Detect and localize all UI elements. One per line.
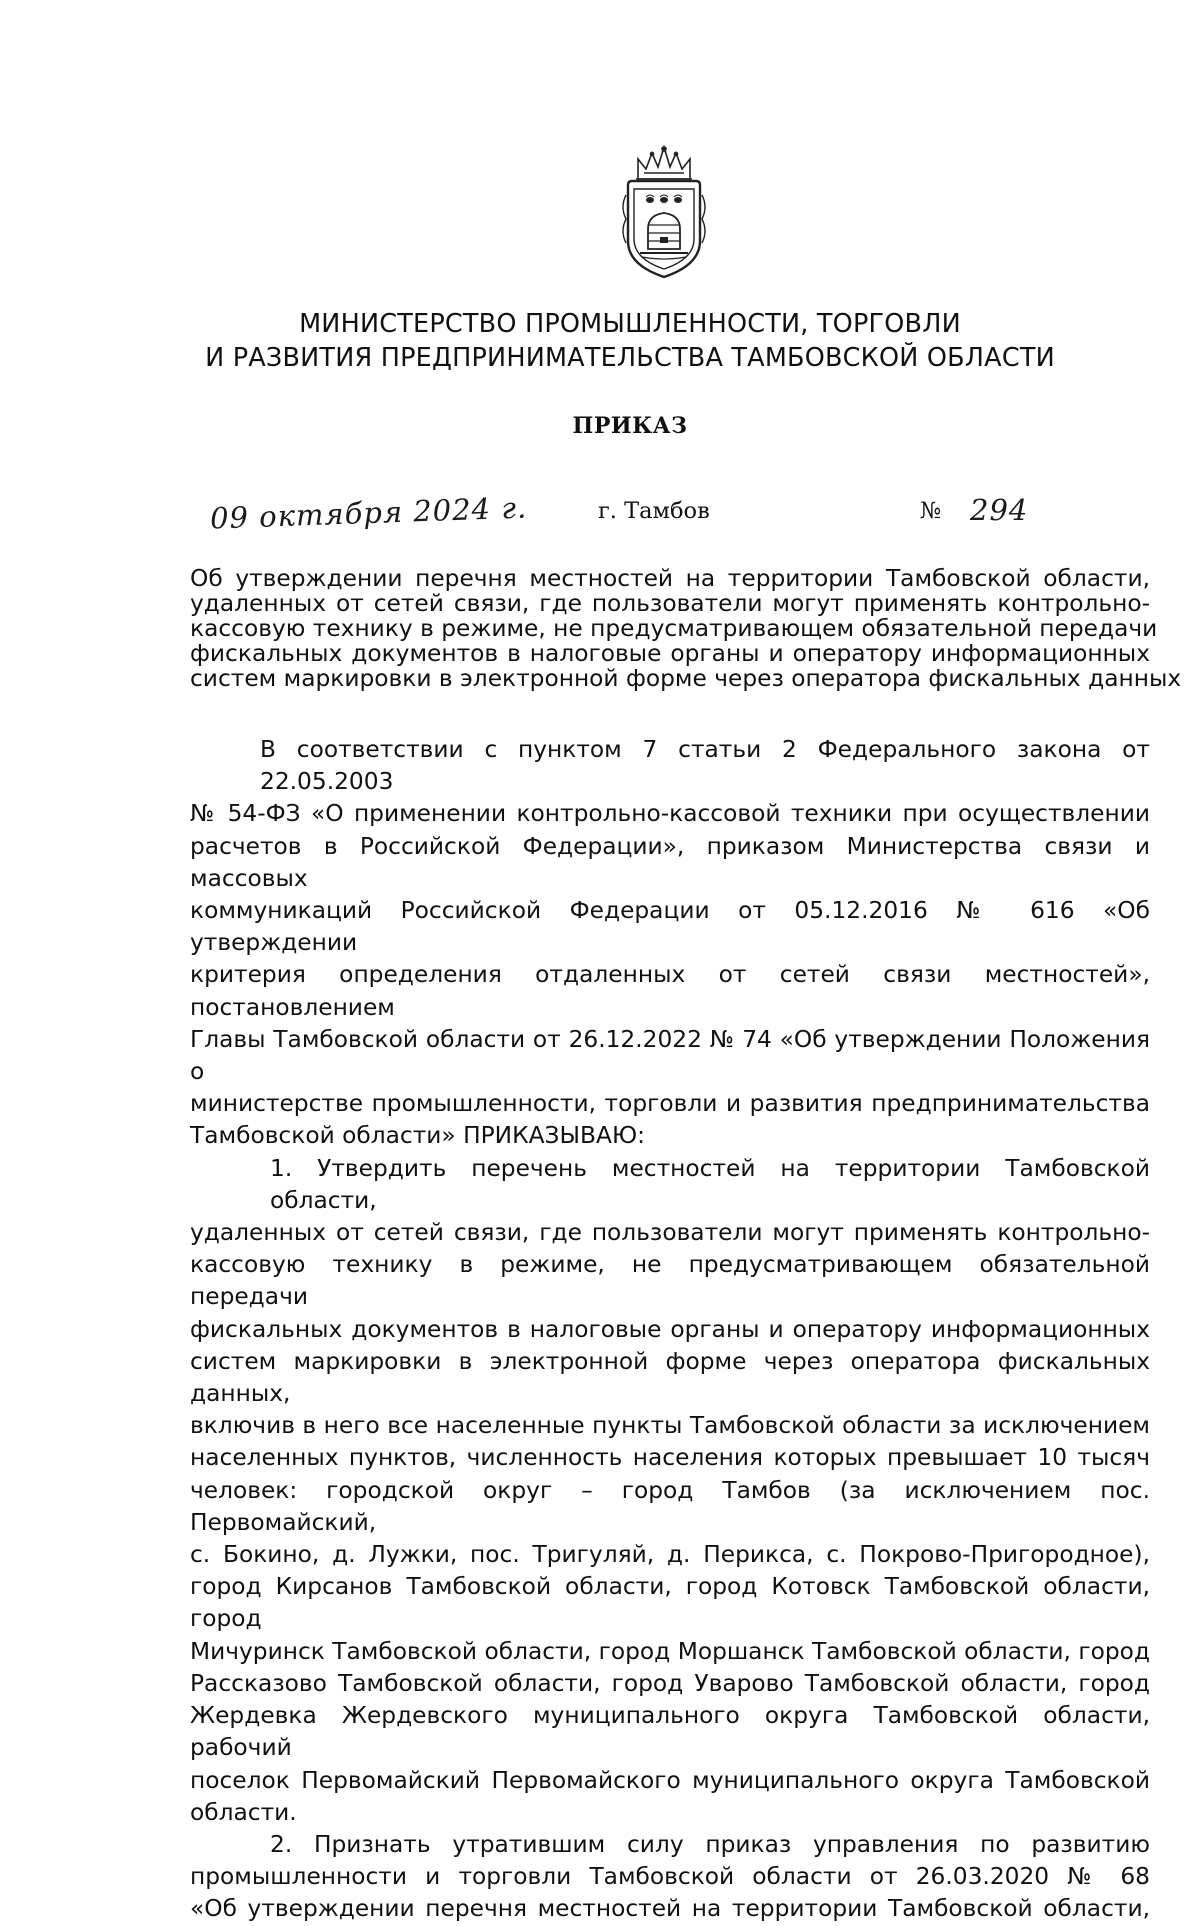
body-line: критерия определения отдаленных от сетей связи местностей», постановлением bbox=[190, 961, 1150, 1021]
handwritten-date: 09 октября 2024 г. bbox=[209, 490, 528, 536]
body-line: город Кирсанов Тамбовской области, город Котовск Тамбовской области, город bbox=[190, 1573, 1150, 1633]
body-line: Рассказово Тамбовской области, город Уварово Тамбовской области, город bbox=[190, 1669, 1150, 1697]
body-line: с. Бокино, д. Лужки, пос. Тригуляй, д. Перикса, с. Покрово-Пригородное), bbox=[190, 1541, 1150, 1569]
handwritten-number: 294 bbox=[970, 493, 1029, 527]
ministry-title-line1: МИНИСТЕРСТВО ПРОМЫШЛЕННОСТИ, ТОРГОВЛИ bbox=[299, 309, 961, 339]
subject-line: кассовую технику в режиме, не предусматривающем обязательной передачи bbox=[190, 615, 1158, 642]
body-line: включив в него все населенные пункты Тамбовской области за исключением bbox=[190, 1412, 1150, 1440]
tambov-coat-of-arms-icon bbox=[618, 145, 710, 281]
body-line: систем маркировки в электронной форме через оператора фискальных данных, bbox=[190, 1347, 1150, 1408]
subject-line: Об утверждении перечня местностей на территории Тамбовской области, bbox=[190, 565, 1150, 592]
order-subject bbox=[190, 565, 1182, 692]
body-line: Главы Тамбовской области от 26.12.2022 № 74 «Об утверждении Положения о bbox=[190, 1025, 1150, 1086]
body-line: «Об утверждении перечня местностей на территории Тамбовской области, bbox=[190, 1895, 1150, 1923]
body-line: № 54-ФЗ «О применении контрольно-кассовой техники при осуществлении bbox=[190, 800, 1150, 828]
subject-line: удаленных от сетей связи, где пользователи могут применять контрольно- bbox=[190, 590, 1150, 617]
body-line: Тамбовской области» ПРИКАЗЫВАЮ: bbox=[190, 1122, 645, 1150]
document-type: ПРИКАЗ bbox=[572, 413, 688, 439]
body-line: населенных пунктов, численность населения которых превышает 10 тысяч bbox=[190, 1444, 1150, 1472]
body-line: удаленных от сетей связи, где пользователи могут применять контрольно- bbox=[190, 1219, 1150, 1247]
body-line: расчетов в Российской Федерации», приказом Министерства связи и массовых bbox=[190, 832, 1150, 892]
subject-line: фискальных документов в налоговые органы и оператору информационных bbox=[190, 640, 1150, 667]
body-line: 1. Утвердить перечень местностей на территории Тамбовской области, bbox=[270, 1154, 1150, 1214]
body-line: области. bbox=[190, 1798, 297, 1826]
subject-line: систем маркировки в электронной форме через оператора фискальных данных bbox=[190, 665, 1182, 692]
body-line: коммуникаций Российской Федерации от 05.12.2016 № 616 «Об утверждении bbox=[190, 897, 1150, 957]
body-line: фискальных документов в налоговые органы и оператору информационных bbox=[190, 1315, 1150, 1343]
body-line: кассовую технику в режиме, не предусматривающем обязательной передачи bbox=[190, 1251, 1150, 1311]
body-line: Жердевка Жердевского муниципального округа Тамбовской области, рабочий bbox=[190, 1702, 1150, 1762]
body-line: В соответствии с пунктом 7 статьи 2 Федерального закона от 22.05.2003 bbox=[260, 736, 1150, 796]
body-line: человек: городской округ – город Тамбов (за исключением пос. Первомайский, bbox=[190, 1476, 1150, 1536]
body-line: Мичуринск Тамбовской области, город Моршанск Тамбовской области, город bbox=[190, 1637, 1150, 1665]
body-line: промышленности и торговли Тамбовской области от 26.03.2020 № 68 bbox=[190, 1863, 1150, 1891]
ministry-title-line2: И РАЗВИТИЯ ПРЕДПРИНИМАТЕЛЬСТВА ТАМБОВСКОЙ ОБЛАСТИ bbox=[205, 343, 1055, 373]
order-body bbox=[190, 734, 1150, 1926]
body-line: министерстве промышленности, торговли и развития предпринимательства bbox=[190, 1090, 1150, 1118]
body-line: 2. Признать утратившим силу приказ управления по развитию bbox=[270, 1830, 1150, 1858]
body-line: поселок Первомайский Первомайского муниципального округа Тамбовской bbox=[190, 1766, 1150, 1794]
number-label: № bbox=[920, 498, 942, 524]
city: г. Тамбов bbox=[598, 498, 710, 524]
